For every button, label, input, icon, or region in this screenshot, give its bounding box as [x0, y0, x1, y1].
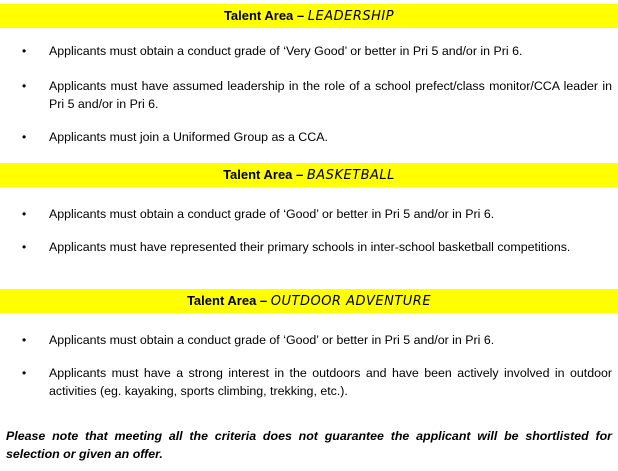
list-item — [22, 42, 612, 60]
list-item — [22, 331, 612, 349]
list-item — [22, 238, 612, 256]
list-item — [22, 77, 612, 113]
bullet-icon: • — [22, 130, 27, 144]
section-header-prefix: Talent Area – — [223, 8, 308, 23]
list-item-text: Applicants must have a strong interest in the outdoors and have been actively involved in outdoor activities (eg. kayaking, sports climbing, trekking, etc.). — [49, 366, 612, 398]
section-header-basketball — [0, 163, 618, 187]
section-header-name: OUTDOOR ADVENTURE — [270, 294, 432, 309]
bullet-icon: • — [22, 79, 27, 93]
bullet-icon: • — [22, 333, 27, 347]
section-header-prefix: Talent Area – — [223, 167, 307, 182]
section-header-outdoor-adventure — [0, 289, 618, 313]
bullet-icon: • — [22, 44, 27, 58]
list-item-text: Applicants must join a Uniformed Group as a CCA. — [49, 130, 328, 144]
bullet-icon: • — [22, 366, 27, 380]
section-header-name: LEADERSHIP — [307, 9, 395, 24]
list-item — [22, 205, 612, 223]
list-item — [22, 128, 612, 146]
list-item-text: Applicants must have assumed leadership in the role of a school prefect/class monitor/CCA leader in Pri 5 and/or in Pri 6. — [49, 79, 612, 111]
list-item — [22, 364, 612, 400]
list-item-text: Applicants must have represented their primary schools in inter-school basketball competitions. — [49, 240, 571, 254]
bullet-icon: • — [22, 207, 27, 221]
bullet-icon: • — [22, 240, 27, 254]
section-header-name: BASKETBALL — [306, 168, 395, 183]
list-item-text: Applicants must obtain a conduct grade of ‘Good’ or better in Pri 5 and/or in Pri 6. — [49, 207, 495, 221]
disclaimer-note: Please note that meeting all the criteria does not guarantee the applicant will be shortlisted for selection or given an offer. — [6, 429, 612, 461]
section-header-leadership — [0, 4, 618, 28]
list-item-text: Applicants must obtain a conduct grade of ‘Very Good’ or better in Pri 5 and/or in Pri 6. — [49, 44, 523, 58]
list-item-text: Applicants must obtain a conduct grade of ‘Good’ or better in Pri 5 and/or in Pri 6. — [49, 333, 495, 347]
section-header-prefix: Talent Area – — [186, 293, 271, 308]
